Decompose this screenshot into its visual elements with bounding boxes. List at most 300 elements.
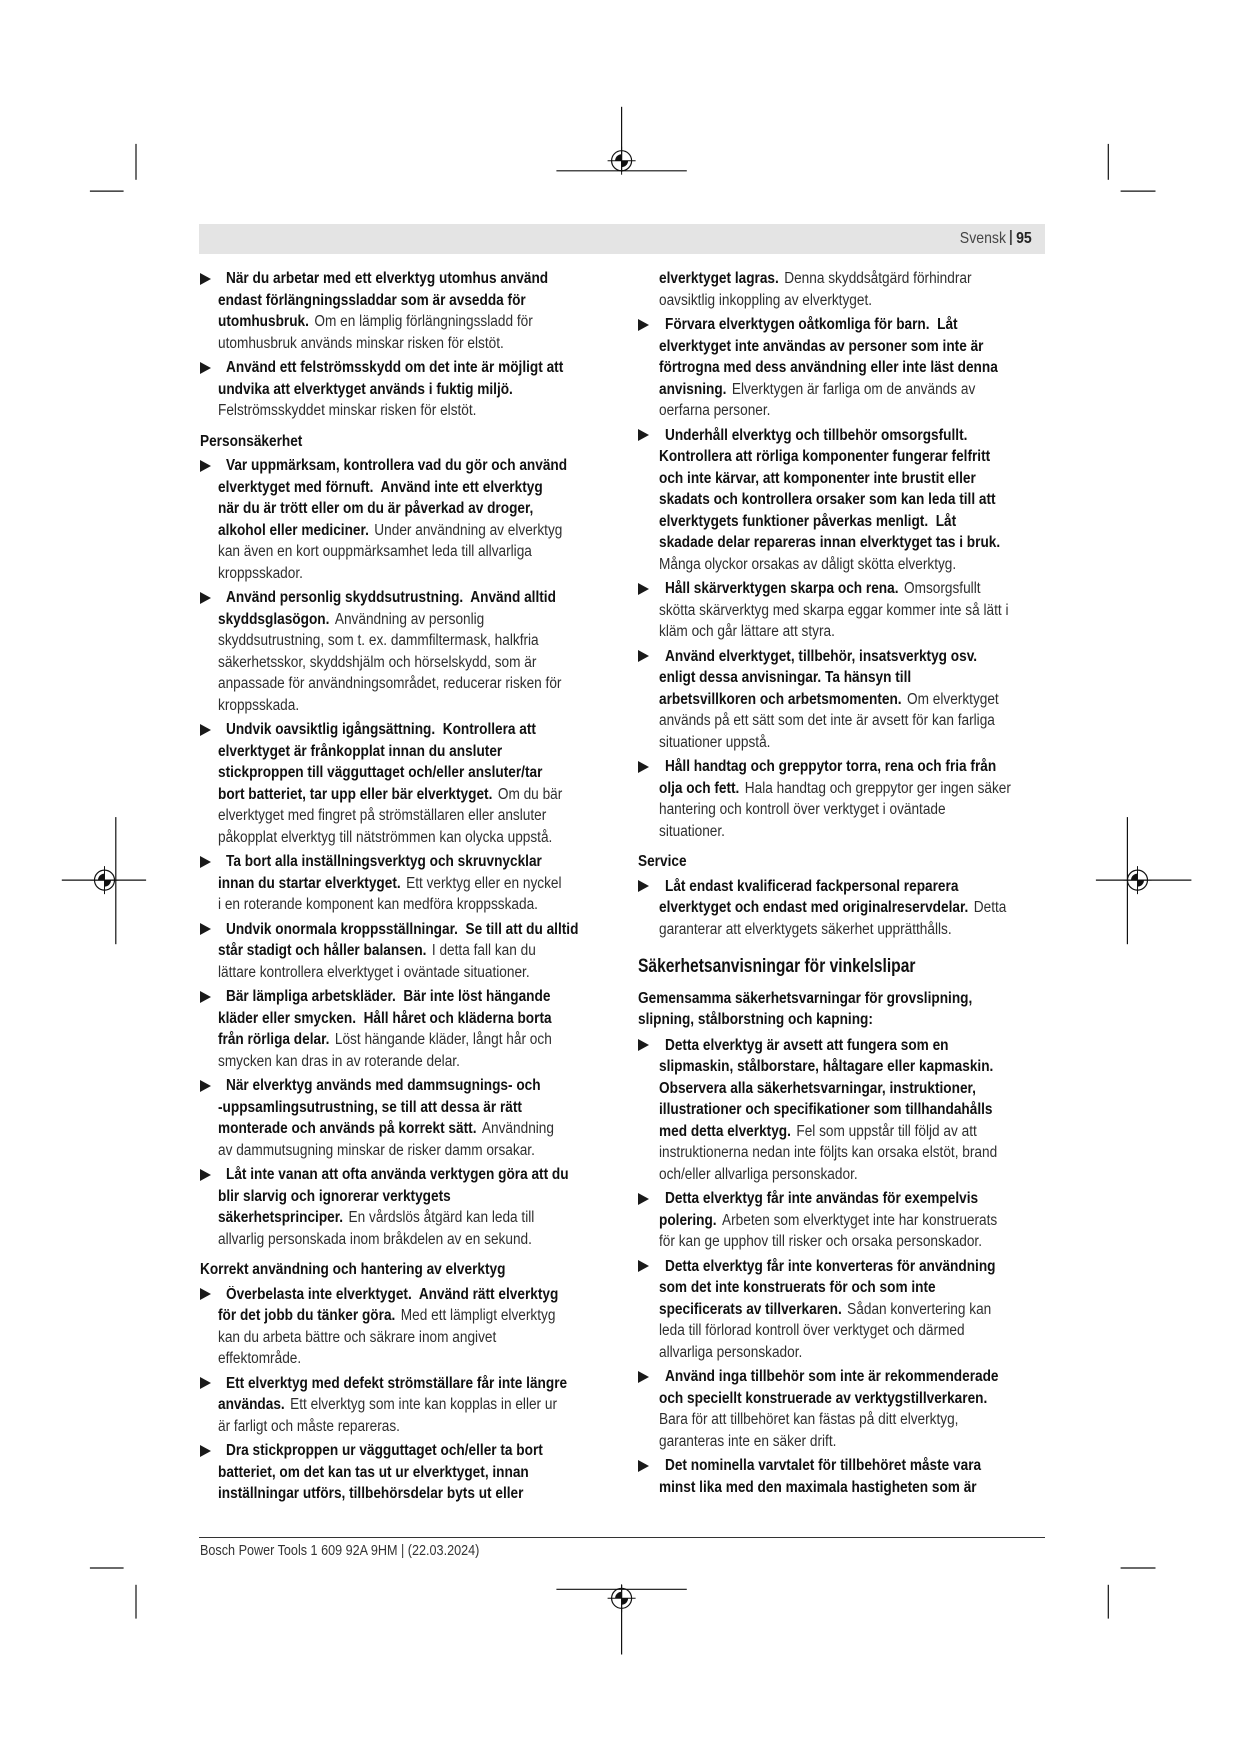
- text-line: [638, 425, 1050, 447]
- text-line-content: [659, 1231, 982, 1253]
- text-line-content: [659, 290, 872, 312]
- text-line-content: [218, 379, 513, 401]
- text-line-content: [218, 1186, 451, 1208]
- bold-text: Undvik onormala kroppsställningar. Se till att du alltid: [226, 920, 579, 938]
- text-line-content: [218, 962, 530, 984]
- body-text: används på ett sätt som det inte är avsett för kan farliga: [659, 712, 995, 729]
- bold-text: elverktyget inte användas av personer som inte är: [659, 337, 984, 355]
- text-line-content: [226, 357, 563, 379]
- text-line-content: [218, 1416, 400, 1438]
- text-line: [200, 805, 618, 827]
- text-line: [638, 1299, 1050, 1321]
- text-line: [200, 1348, 618, 1370]
- text-line-content: [659, 268, 972, 290]
- text-line: [638, 357, 1050, 379]
- body-text: Fel som uppstår till följd av att: [796, 1122, 977, 1140]
- body-text: Användning av personlig: [334, 610, 485, 628]
- text-line: [200, 940, 618, 962]
- bold-text: monterade och används på korrekt sätt.: [218, 1120, 477, 1137]
- text-line: [638, 989, 1050, 1010]
- body-text: Användning: [481, 1120, 554, 1137]
- text-line: [638, 554, 1050, 576]
- bold-text: bort batteriet, tar upp eller bär elverktyget.: [218, 785, 493, 803]
- bullet-arrow-icon: [200, 923, 211, 935]
- bullet-arrow-icon: [200, 362, 211, 374]
- text-line: [638, 953, 1050, 979]
- bold-text: med detta elverktyg.: [659, 1122, 791, 1140]
- text-line: [638, 532, 1050, 554]
- heading-text: Personsäkerhet: [200, 432, 303, 450]
- bullet-arrow-icon: [638, 761, 649, 773]
- bullet-arrow-icon: [638, 1460, 649, 1472]
- body-text: allvarliga personskador.: [659, 1343, 803, 1361]
- text-line: [200, 1029, 618, 1051]
- text-line-content: [200, 1259, 505, 1281]
- text-line: [200, 1075, 618, 1097]
- body-text: garanteras inte en säker drift.: [659, 1432, 837, 1450]
- bold-text: Gemensamma säkerhetsvarningar för grovslipning,: [638, 990, 973, 1007]
- text-line-content: [218, 520, 562, 542]
- text-line: [638, 756, 1050, 778]
- text-line-content: [226, 719, 536, 741]
- text-line-content: [659, 1431, 836, 1453]
- text-line: [200, 1440, 618, 1462]
- body-text: Hala handtag och greppytor ger ingen säker: [744, 779, 1011, 797]
- bold-text: Detta elverktyg får inte användas för exempelvis: [665, 1190, 979, 1207]
- text-line-content: [218, 630, 539, 652]
- bullet-arrow-icon: [638, 880, 649, 892]
- bold-text: innan du startar elverktyget.: [218, 874, 401, 892]
- text-line: [638, 1409, 1050, 1431]
- text-line-content: [659, 1342, 802, 1364]
- text-line-content: [218, 1483, 523, 1505]
- text-line: [200, 455, 618, 477]
- text-line-content: [659, 1078, 976, 1100]
- bold-text: elverktygets funktioner påverkas menligt. Låt: [659, 512, 957, 530]
- text-line: [638, 489, 1050, 511]
- text-line-content: [218, 1097, 522, 1119]
- text-line-content: [638, 851, 687, 873]
- subsection-heading: [200, 431, 618, 453]
- bold-text: säkerhetsprinciper.: [218, 1209, 344, 1226]
- text-line: [638, 689, 1050, 711]
- text-line-content: [218, 333, 504, 355]
- bold-text: arbetsvillkoren och arbetsmomenten.: [659, 690, 902, 708]
- body-text: Sådan konvertering kan: [847, 1300, 992, 1318]
- text-line-content: [226, 851, 542, 873]
- text-line: [638, 821, 1050, 843]
- bullet-arrow-icon: [638, 319, 649, 331]
- text-line-content: [218, 1118, 554, 1140]
- safety-instruction-item: [638, 1256, 1050, 1364]
- body-text: Många olyckor orsakas av dåligt skötta elverktyg.: [659, 555, 957, 573]
- text-line: [638, 799, 1050, 821]
- body-text: påkopplat elverktyg till nätströmmen kan olycka uppstå.: [218, 828, 553, 846]
- text-line-content: [665, 1455, 981, 1477]
- bullet-arrow-icon: [200, 1169, 211, 1181]
- bold-text: Håll skärverktygen skarpa och rena.: [665, 580, 899, 597]
- safety-instruction-item: [638, 314, 1050, 422]
- body-text: kroppsskada.: [218, 696, 300, 714]
- text-line: [200, 1394, 618, 1416]
- text-line: [200, 1284, 618, 1306]
- safety-instruction-item: [638, 876, 1050, 941]
- text-line: [638, 1099, 1050, 1121]
- body-text: instruktionerna nedan inte följts kan orsaka elstöt, brand: [659, 1144, 998, 1161]
- text-line: [638, 1035, 1050, 1057]
- text-line: [200, 919, 618, 941]
- body-text: Detta: [973, 899, 1007, 916]
- body-text: Arbeten som elverktyget inte har konstruerats: [722, 1211, 998, 1229]
- text-line: [200, 1186, 618, 1208]
- text-line: [638, 1256, 1050, 1278]
- text-line-content: [659, 489, 996, 511]
- text-line-content: [226, 455, 567, 477]
- text-line: [200, 587, 618, 609]
- text-line-content: [659, 532, 1000, 554]
- text-line-content: [218, 1305, 555, 1327]
- bold-text: Ta bort alla inställningsverktyg och skruvnycklar: [226, 853, 542, 870]
- body-text: Under användning av elverktyg: [374, 521, 563, 539]
- body-text: för kan ge upphov till risker och orsaka personskador.: [659, 1233, 982, 1250]
- bold-text: förtrogna med dess användning eller inte läst denna: [659, 359, 998, 376]
- text-line-content: [226, 919, 578, 941]
- text-line: [200, 609, 618, 631]
- bold-text: specificerats av tillverkaren.: [659, 1300, 842, 1318]
- text-line: [200, 986, 618, 1008]
- text-line-content: [638, 953, 915, 979]
- text-line-content: [659, 357, 998, 379]
- bullet-arrow-icon: [200, 1080, 211, 1092]
- text-line-content: [659, 1142, 997, 1164]
- text-line-content: [665, 646, 977, 668]
- text-line: [638, 667, 1050, 689]
- safety-instruction-item: [200, 986, 618, 1072]
- text-line-content: [659, 1164, 858, 1186]
- safety-instruction-item: [638, 425, 1050, 576]
- text-line: [200, 1305, 618, 1327]
- text-line-content: [218, 940, 536, 962]
- text-line: [638, 732, 1050, 754]
- bullet-arrow-icon: [200, 991, 211, 1003]
- text-line: [200, 827, 618, 849]
- text-line: [638, 1188, 1050, 1210]
- text-line-content: [665, 876, 958, 898]
- body-text: skyddsutrustning, som t. ex. dammfiltermask, halkfria: [218, 632, 539, 649]
- text-line: [638, 1388, 1050, 1410]
- heading-text: Korrekt användning och hantering av elverktyg: [200, 1261, 506, 1278]
- text-line-content: [218, 741, 502, 763]
- text-line: [638, 1210, 1050, 1232]
- bold-text: elverktyget är frånkopplat innan du ansluter: [218, 742, 503, 760]
- bullet-arrow-icon: [638, 1193, 649, 1205]
- safety-instruction-item: [638, 756, 1050, 842]
- bold-text: Det nominella varvtalet för tillbehöret måste vara: [665, 1457, 982, 1474]
- footer-rule: [199, 1537, 1045, 1538]
- text-line: [200, 520, 618, 542]
- text-line: [200, 1118, 618, 1140]
- text-line: [638, 1277, 1050, 1299]
- safety-instruction-item: [200, 1075, 618, 1161]
- text-line-content: [218, 762, 542, 784]
- body-text: Om en lämplig förlängningssladd för: [314, 313, 533, 330]
- text-line-content: [665, 1188, 978, 1210]
- bold-text: Kontrollera att rörliga komponenter fungerar felfritt: [659, 448, 991, 465]
- text-line: [200, 400, 618, 422]
- text-line: [200, 1462, 618, 1484]
- text-line: [638, 1056, 1050, 1078]
- header-separator: [1011, 230, 1012, 245]
- body-text: Om du bär: [497, 785, 563, 803]
- text-line-content: [218, 290, 526, 312]
- text-line: [200, 379, 618, 401]
- bold-text: Dra stickproppen ur vägguttaget och/eller ta bort: [226, 1442, 543, 1459]
- text-line-content: [226, 1284, 558, 1306]
- text-line-content: [218, 652, 536, 674]
- text-line-content: [218, 673, 561, 695]
- text-line-content: [665, 425, 967, 447]
- text-line: [638, 1342, 1050, 1364]
- safety-instruction-item: [638, 578, 1050, 643]
- body-text: i en roterande komponent kan medföra kroppsskada.: [218, 896, 538, 913]
- body-text: och/eller allvarliga personskador.: [659, 1165, 858, 1183]
- body-text: skötta skärverktyg med skarpa eggar kommer inte så lätt i: [659, 601, 1009, 619]
- text-line: [200, 563, 618, 585]
- text-line-content: [665, 314, 958, 336]
- safety-instruction-item: [638, 1188, 1050, 1253]
- text-line-content: [665, 756, 996, 778]
- bold-text: elverktyget och endast med originalreservdelar.: [659, 899, 969, 916]
- body-text: Elverktygen är farliga om de används av: [731, 380, 976, 398]
- bold-text: -uppsamlingsutrustning, se till att dessa är rätt: [218, 1098, 522, 1116]
- bold-text: Använd elverktyget, tillbehör, insatsverktyg osv.: [665, 647, 978, 665]
- text-line: [200, 290, 618, 312]
- text-line: [638, 1010, 1050, 1031]
- body-text: Bara för att tillbehöret kan fästas på ditt elverktyg,: [659, 1411, 959, 1428]
- safety-instruction-item: [200, 1373, 618, 1438]
- text-line: [200, 894, 618, 916]
- text-line-content: [659, 1056, 993, 1078]
- text-line: [200, 851, 618, 873]
- bold-text: Använd inga tillbehör som inte är rekommenderade: [665, 1368, 999, 1385]
- bold-text: blir slarvig och ignorerar verktygets: [218, 1187, 451, 1205]
- text-line: [200, 1416, 618, 1438]
- text-line-content: [665, 1366, 999, 1388]
- text-line: [638, 290, 1050, 312]
- bold-text: användas.: [218, 1396, 285, 1413]
- safety-instruction-item: [638, 1035, 1050, 1186]
- safety-instruction-item: [200, 719, 618, 848]
- text-line: [200, 962, 618, 984]
- bold-text: stickproppen till vägguttaget och/eller ansluter/tar: [218, 764, 543, 781]
- body-text: oavsiktlig inkoppling av elverktyget.: [659, 291, 873, 309]
- body-text: är farligt och måste repareras.: [218, 1417, 400, 1435]
- text-line: [638, 646, 1050, 668]
- text-line-content: [659, 689, 999, 711]
- text-line: [200, 1229, 618, 1251]
- bold-text: och inte kärvar, att komponenter inte brustit eller: [659, 469, 976, 487]
- text-line: [200, 1327, 618, 1349]
- bold-text: Ett elverktyg med defekt strömställare får inte längre: [226, 1374, 568, 1392]
- text-line: [638, 1142, 1050, 1164]
- body-text: I detta fall kan du: [431, 942, 536, 959]
- safety-instruction-item: [200, 268, 618, 354]
- bold-text: Bär lämpliga arbetskläder. Bär inte löst hängande: [226, 988, 551, 1005]
- bold-text: Använd ett felströmsskydd om det inte är möjligt att: [226, 359, 564, 376]
- bold-text: När elverktyg används med dammsugnings- och: [226, 1077, 541, 1094]
- safety-instruction-item: [638, 1366, 1050, 1452]
- text-line-content: [218, 541, 532, 563]
- text-line-content: [659, 799, 946, 821]
- bold-text: endast förlängningssladdar som är avsedda för: [218, 291, 526, 309]
- body-text: effektområde.: [218, 1350, 302, 1367]
- text-line: [638, 400, 1050, 422]
- text-line-content: [226, 1164, 569, 1186]
- text-line-content: [218, 1229, 532, 1251]
- text-line-content: [659, 1409, 958, 1431]
- bold-text: står stadigt och håller balansen.: [218, 942, 427, 959]
- text-line: [200, 498, 618, 520]
- text-line-content: [659, 400, 770, 422]
- text-line-content: [226, 1075, 541, 1097]
- text-line-content: [218, 1348, 301, 1370]
- text-line-content: [218, 873, 562, 895]
- body-text: anpassade för användningsområdet, reducerar risken för: [218, 675, 562, 692]
- heading-text: Service: [638, 853, 687, 870]
- text-line-content: [665, 1035, 949, 1057]
- text-line: [200, 652, 618, 674]
- text-line: [638, 1320, 1050, 1342]
- bold-text: Undvik oavsiktlig igångsättning. Kontrollera att: [226, 721, 536, 738]
- bullet-arrow-icon: [200, 1377, 211, 1389]
- text-line-content: [665, 578, 981, 600]
- text-line-content: [665, 1256, 995, 1278]
- text-line-content: [218, 894, 538, 916]
- text-line: [200, 1008, 618, 1030]
- text-line: [638, 919, 1050, 941]
- page-number: 95: [1016, 230, 1032, 247]
- text-line: [638, 621, 1050, 643]
- page-header: [960, 224, 1032, 254]
- continued-instruction-text: [638, 268, 1050, 311]
- text-line-content: [659, 778, 1011, 800]
- bold-text: Detta elverktyg är avsett att fungera som en: [665, 1036, 949, 1054]
- text-line-content: [659, 1277, 936, 1299]
- text-line-content: [218, 1051, 460, 1073]
- bold-text: skyddsglasögon.: [218, 610, 330, 628]
- text-line-content: [659, 1299, 991, 1321]
- text-line: [638, 578, 1050, 600]
- text-line: [200, 630, 618, 652]
- body-text: Felströmsskyddet minskar risken för elstöt.: [218, 402, 477, 419]
- bold-text: som det inte konstruerats för och som inte: [659, 1279, 936, 1296]
- text-line-content: [200, 431, 302, 453]
- body-text: lättare kontrollera elverktyget i oväntade situationer.: [218, 963, 530, 981]
- bullet-arrow-icon: [638, 1260, 649, 1272]
- text-line-content: [218, 784, 562, 806]
- text-line-content: [659, 446, 990, 468]
- section-title: [638, 953, 1050, 979]
- bold-text: illustrationer och specifikationer som tillhandahålls: [659, 1101, 993, 1118]
- text-line: [200, 477, 618, 499]
- text-line-content: [659, 336, 983, 358]
- body-text: situationer uppstå.: [659, 733, 771, 751]
- text-line-content: [218, 827, 552, 849]
- body-text: Denna skyddsåtgärd förhindrar: [784, 270, 972, 287]
- text-line: [638, 446, 1050, 468]
- text-line: [638, 268, 1050, 290]
- bold-text: skadats och kontrollera orsaker som kan leda till att: [659, 491, 996, 508]
- text-line: [638, 1431, 1050, 1453]
- text-line-content: [659, 621, 835, 643]
- bullet-arrow-icon: [200, 460, 211, 472]
- bold-text: Underhåll elverktyg och tillbehör omsorgsfullt.: [665, 426, 968, 444]
- body-text: En vårdslös åtgärd kan leda till: [348, 1209, 535, 1226]
- body-text: säkerhetsskor, skyddshjälm och hörselskydd, som är: [218, 653, 537, 671]
- page-footer: Bosch Power Tools 1 609 92A 9HM | (22.03.2024): [200, 1543, 480, 1559]
- text-line-content: [659, 667, 911, 689]
- safety-instruction-item: [200, 1284, 618, 1370]
- bold-text: Var uppmärksam, kontrollera vad du gör och använd: [226, 457, 568, 474]
- bold-text: slipmaskin, stålborstare, håltagare eller kapmaskin.: [659, 1058, 994, 1075]
- bullet-arrow-icon: [200, 856, 211, 868]
- text-line: [638, 468, 1050, 490]
- body-text: Om elverktyget: [907, 690, 999, 708]
- text-line-content: [659, 379, 975, 401]
- text-line-content: [659, 897, 1006, 919]
- bullet-arrow-icon: [638, 1039, 649, 1051]
- text-line-content: [218, 1462, 529, 1484]
- text-line: [200, 695, 618, 717]
- text-line: [638, 851, 1050, 873]
- text-line-content: [226, 986, 550, 1008]
- text-line-content: [659, 1210, 997, 1232]
- text-line-content: [659, 710, 995, 732]
- text-line: [638, 1455, 1050, 1477]
- text-line: [638, 778, 1050, 800]
- bullet-arrow-icon: [638, 650, 649, 662]
- right-text-column: [638, 268, 1050, 1498]
- subsection-heading: [200, 1259, 618, 1281]
- text-line: [638, 1164, 1050, 1186]
- text-line-content: [218, 1207, 534, 1229]
- body-text: av dammutsugning minskar de risker damm orsakar.: [218, 1141, 535, 1159]
- bold-text: batteriet, om det kan tas ut ur elverktyget, innan: [218, 1463, 529, 1481]
- text-line-content: [659, 554, 956, 576]
- text-line-content: [659, 600, 1008, 622]
- bullet-arrow-icon: [200, 724, 211, 736]
- bold-text: elverktyget med förnuft. Använd inte ett elverktyg: [218, 478, 543, 496]
- text-line: [200, 741, 618, 763]
- safety-instruction-item: [200, 919, 618, 984]
- bold-text: olja och fett.: [659, 779, 740, 797]
- text-line: [200, 1373, 618, 1395]
- bold-text: Använd personlig skyddsutrustning. Använd alltid: [226, 589, 556, 606]
- bold-text: minst lika med den maximala hastigheten som är: [659, 1478, 977, 1496]
- text-line: [638, 336, 1050, 358]
- text-line-content: [659, 919, 952, 941]
- bold-text: elverktyget lagras.: [659, 270, 779, 287]
- text-line-content: [218, 1029, 552, 1051]
- bold-text: när du är trött eller om du är påverkad av droger,: [218, 500, 534, 517]
- text-line-content: [218, 563, 303, 585]
- bold-text: Observera alla säkerhetsvarningar, instruktioner,: [659, 1079, 976, 1097]
- bold-text: slipning, stålborstning och kapning:: [638, 1010, 873, 1028]
- bold-text: Låt inte vanan att ofta använda verktygen göra att du: [226, 1166, 569, 1183]
- body-text: kan du arbeta bättre och säkrare inom angivet: [218, 1328, 497, 1346]
- text-line-content: [659, 1099, 993, 1121]
- text-line: [638, 511, 1050, 533]
